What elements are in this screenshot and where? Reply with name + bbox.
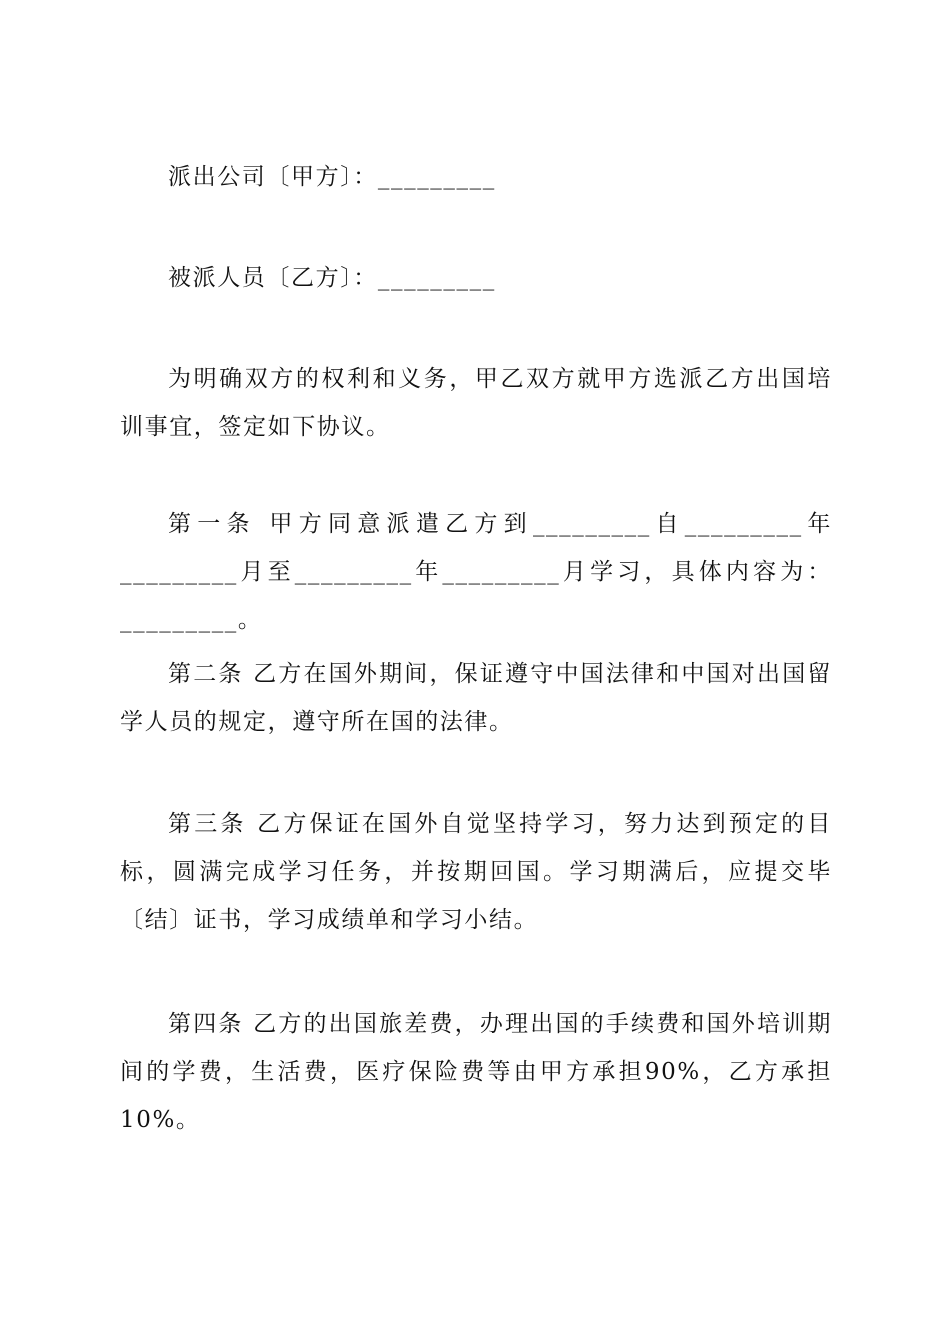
party-a-line: 派出公司〔甲方〕：_________	[168, 164, 496, 190]
article-4-paragraph: 第四条 乙方的出国旅差费，办理出国的手续费和国外培训期间的学费，生活费，医疗保险费等由甲方承担90%，乙方承担10%。	[120, 1011, 832, 1133]
article-2-paragraph: 第二条 乙方在国外期间，保证遵守中国法律和中国对出国留学人员的规定，遵守所在国的法律。	[120, 661, 832, 735]
article-1-paragraph: 第一条 甲方同意派遣乙方到_________自_________年_________月至_________年_________月学习，具体内容为：_________。	[120, 511, 832, 633]
article-3-paragraph: 第三条 乙方保证在国外自觉坚持学习，努力达到预定的目标，圆满完成学习任务，并按期回国。学习期满后，应提交毕〔结〕证书，学习成绩单和学习小结。	[120, 811, 832, 933]
party-b-line: 被派人员〔乙方〕：_________	[168, 265, 496, 291]
preamble-paragraph: 为明确双方的权利和义务，甲乙双方就甲方选派乙方出国培训事宜，签定如下协议。	[120, 366, 832, 440]
